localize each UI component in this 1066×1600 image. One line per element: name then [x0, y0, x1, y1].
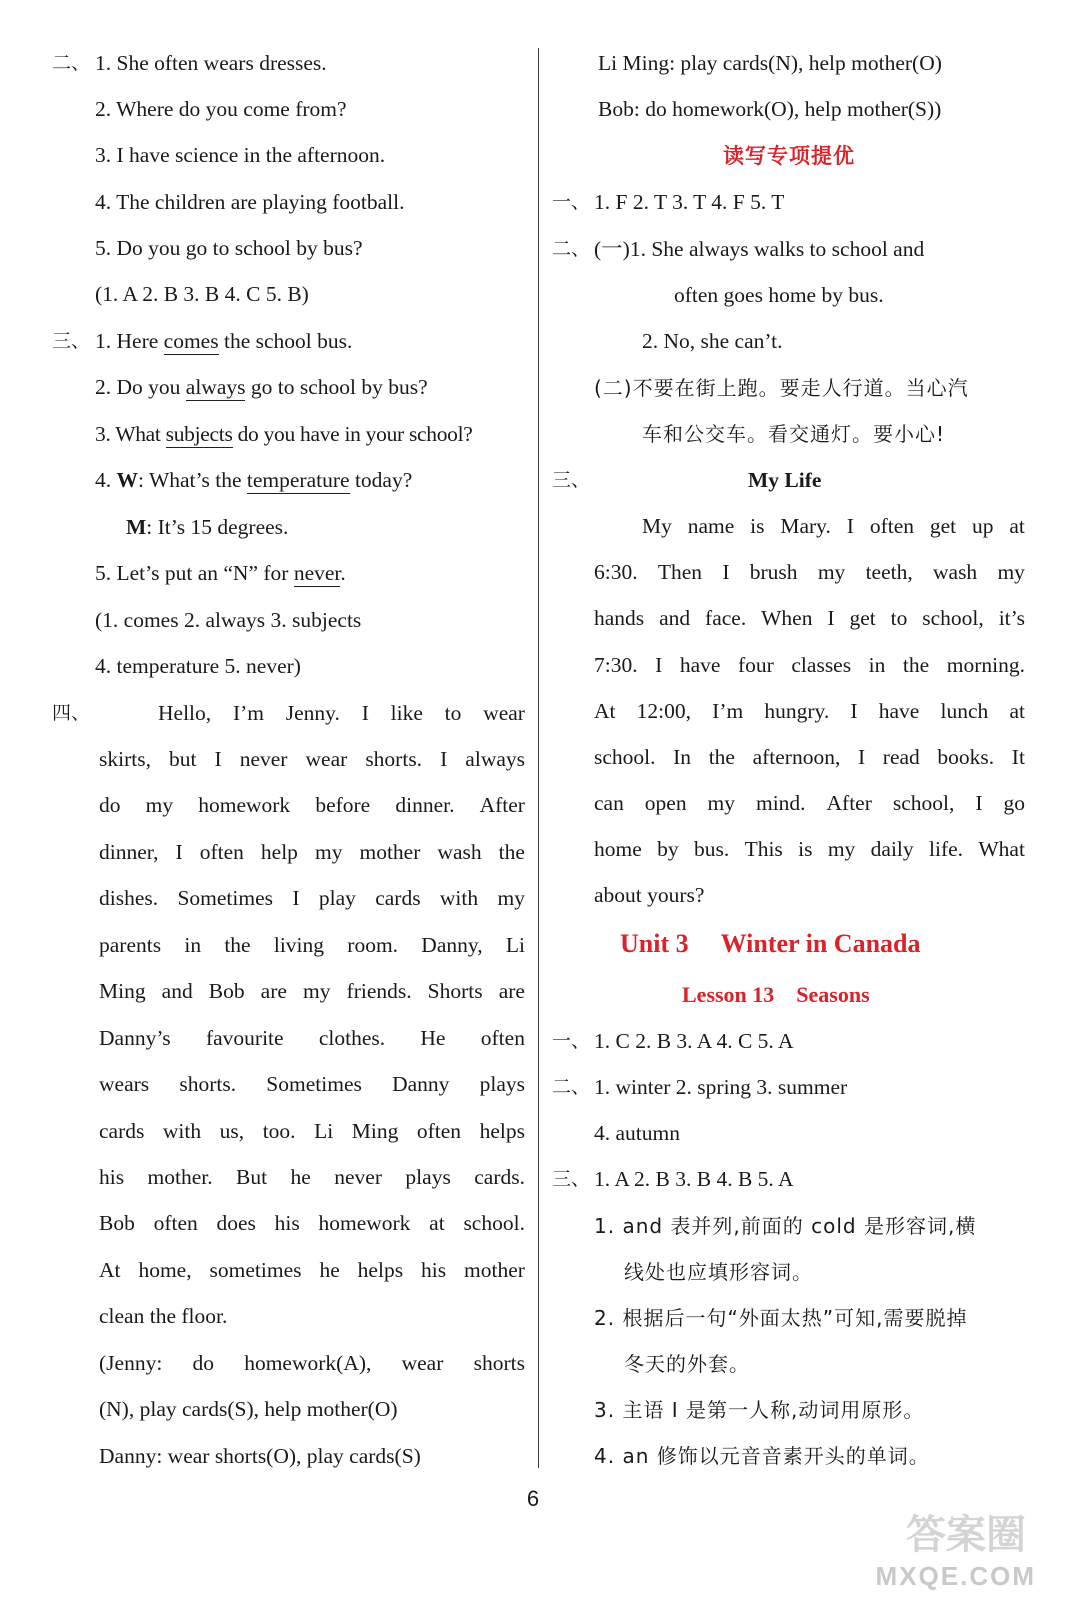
sentence-line: 3. What subjects do you have in your school?: [95, 422, 473, 446]
section-label: 二、: [52, 52, 91, 74]
sentence-line: M: It’s 15 degrees.: [126, 515, 289, 539]
passage-line: clean the floor.: [99, 1304, 228, 1328]
section-label: 一、: [552, 191, 591, 213]
explanation-line: 线处也应填形容词。: [624, 1260, 813, 1284]
explanation-line: 1. and 表并列,前面的 cold 是形容词,横: [594, 1214, 977, 1238]
essay-line: hands and face. When I get to school, it’s: [594, 606, 1025, 630]
column-divider: [538, 48, 539, 1468]
essay-line: At 12:00, I’m hungry. I have lunch at: [594, 699, 1025, 723]
passage-line: At home, sometimes he helps his mother: [99, 1258, 525, 1282]
answer-key: 4. temperature 5. never): [95, 654, 301, 678]
answer-note: Bob: do homework(O), help mother(S)): [598, 97, 942, 121]
essay-title: My Life: [748, 468, 822, 492]
passage-line: Danny’s favourite clothes. He often: [99, 1026, 525, 1050]
essay-line: school. In the afternoon, I read books. It: [594, 745, 1025, 769]
section-title: 读写专项提优: [723, 144, 855, 168]
underlined-word: never: [293, 561, 341, 585]
explanation-line: 2. 根据后一句“外面太热”可知,需要脱掉: [594, 1306, 968, 1330]
essay-line: can open my mind. After school, I go: [594, 791, 1025, 815]
answer-line: 5. Do you go to school by bus?: [95, 236, 363, 260]
essay-line: 6:30. Then I brush my teeth, wash my: [594, 560, 1025, 584]
passage-line: Hello, I’m Jenny. I like to wear: [158, 701, 525, 725]
explanation-line: 4. an 修饰以元音音素开头的单词。: [594, 1444, 930, 1468]
sentence-line: 1. Here comes the school bus.: [95, 329, 353, 353]
essay-line: home by bus. This is my daily life. What: [594, 837, 1025, 861]
underlined-word: always: [185, 375, 246, 399]
passage-line: do my homework before dinner. After: [99, 793, 525, 817]
answer-line: 3. I have science in the afternoon.: [95, 143, 386, 167]
answer-line: often goes home by bus.: [674, 283, 884, 307]
section-label: 二、: [552, 238, 591, 260]
answer-note: (Jenny: do homework(A), wear shorts: [99, 1351, 525, 1375]
section-label: 三、: [52, 330, 91, 352]
sentence-line: 2. Do you always go to school by bus?: [95, 375, 428, 399]
sentence-line: 5. Let’s put an “N” for never.: [95, 561, 346, 585]
explanation-line: 3. 主语 I 是第一人称,动词用原形。: [594, 1398, 925, 1422]
answer-key: 1. winter 2. spring 3. summer: [594, 1075, 848, 1099]
answer-key: 1. F 2. T 3. T 4. F 5. T: [594, 190, 785, 214]
passage-line: skirts, but I never wear shorts. I always: [99, 747, 525, 771]
essay-line: 7:30. I have four classes in the morning.: [594, 653, 1025, 677]
passage-line: Bob often does his homework at school.: [99, 1211, 525, 1235]
answer-key: 4. autumn: [594, 1121, 680, 1145]
underlined-word: comes: [163, 329, 219, 353]
passage-line: dinner, I often help my mother wash the: [99, 840, 525, 864]
answer-line: 4. The children are playing football.: [95, 190, 405, 214]
explanation-line: 冬天的外套。: [624, 1352, 750, 1376]
passage-line: his mother. But he never plays cards.: [99, 1165, 525, 1189]
speaker-w: W: [116, 468, 138, 492]
section-label: 二、: [552, 1076, 591, 1098]
underlined-word: subjects: [165, 422, 233, 446]
passage-line: parents in the living room. Danny, Li: [99, 933, 525, 957]
section-label: 三、: [552, 469, 591, 491]
passage-line: wears shorts. Sometimes Danny plays: [99, 1072, 525, 1096]
answer-key: 1. C 2. B 3. A 4. C 5. A: [594, 1029, 794, 1053]
watermark-logo: 答案圈: [906, 1512, 1026, 1558]
answer-note: (N), play cards(S), help mother(O): [99, 1397, 398, 1421]
essay-line: about yours?: [594, 883, 705, 907]
answer-line: 2. No, she can’t.: [642, 329, 783, 353]
answer-line: 1. She often wears dresses.: [95, 51, 327, 75]
answer-note: Li Ming: play cards(N), help mother(O): [598, 51, 942, 75]
lesson-heading: Lesson 13 Seasons: [682, 982, 870, 1007]
section-label: 三、: [552, 1168, 591, 1190]
passage-line: Ming and Bob are my friends. Shorts are: [99, 979, 525, 1003]
unit-heading: Unit 3 Winter in Canada: [620, 929, 921, 958]
answer-line: (二)不要在街上跑。要走人行道。当心汽: [594, 376, 969, 400]
section-label: 一、: [552, 1030, 591, 1052]
answer-line: (一)1. She always walks to school and: [594, 237, 925, 261]
answer-key: (1. comes 2. always 3. subjects: [95, 608, 362, 632]
answer-line: 2. Where do you come from?: [95, 97, 347, 121]
answer-line: 车和公交车。看交通灯。要小心!: [642, 422, 946, 446]
essay-line: My name is Mary. I often get up at: [642, 514, 1025, 538]
watermark: MXQE.COM: [875, 1561, 1036, 1591]
sentence-line: 4. W: What’s the temperature today?: [95, 468, 413, 492]
speaker-m: M: [126, 515, 147, 539]
answer-key: 1. A 2. B 3. B 4. B 5. A: [594, 1167, 794, 1191]
passage-line: dishes. Sometimes I play cards with my: [99, 886, 525, 910]
section-label: 四、: [52, 702, 91, 724]
page-number: 6: [526, 1486, 540, 1511]
answer-key: (1. A 2. B 3. B 4. C 5. B): [95, 282, 309, 306]
underlined-word: temperature: [246, 468, 350, 492]
passage-line: cards with us, too. Li Ming often helps: [99, 1119, 525, 1143]
answer-note: Danny: wear shorts(O), play cards(S): [99, 1444, 421, 1468]
